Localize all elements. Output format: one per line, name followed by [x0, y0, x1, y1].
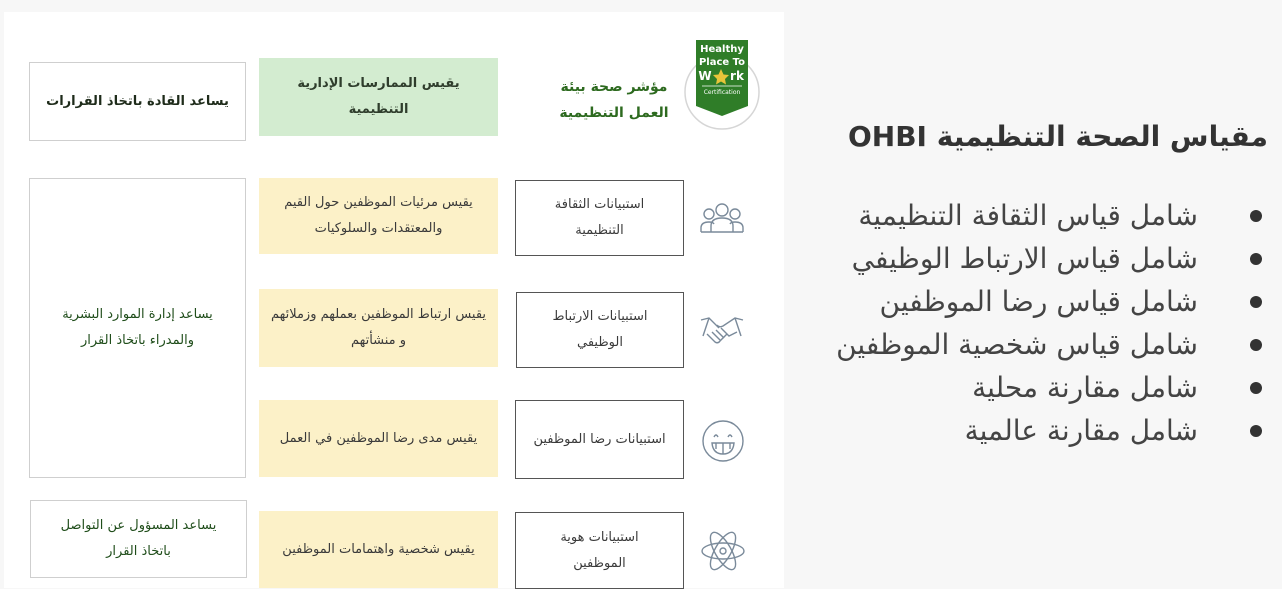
list-item: شامل قياس الثقافة التنظيمية [798, 194, 1268, 237]
survey-identity: استبيانات هوية الموظفين [515, 512, 684, 589]
list-item: شامل قياس شخصية الموظفين [798, 323, 1268, 366]
measures-engagement: يقيس ارتباط الموظفين بعملهم وزملائهم و منشأتهم [259, 289, 498, 367]
bullet-dot [1250, 339, 1262, 351]
survey-culture: استبيانات الثقافة التنظيمية [515, 180, 684, 256]
index-label: مؤشر صحة بيئة العمل التنظيمية [559, 79, 669, 121]
feature-list [798, 194, 1268, 452]
survey-engagement: استبيانات الارتباط الوظيفي [516, 292, 684, 368]
bullet-dot [1250, 253, 1262, 265]
badge-line-1: Healthy [700, 44, 744, 55]
list-item: شامل قياس رضا الموظفين [798, 280, 1268, 323]
bullet-dot [1250, 296, 1262, 308]
smiley-icon [700, 418, 746, 464]
badge-line-4: Certification [703, 89, 741, 96]
atom-icon [700, 528, 746, 574]
list-item: شامل مقارنة محلية [798, 366, 1268, 409]
helps-comm: يساعد المسؤول عن التواصل باتخاذ القرار [30, 500, 247, 578]
header-helps: يساعد القادة باتخاذ القرارات [29, 62, 246, 141]
page-title: مقياس الصحة التنظيمية OHBI [847, 120, 1268, 153]
survey-satisfaction: استبيانات رضا الموظفين [515, 400, 684, 479]
badge-line-3a: W [698, 69, 712, 83]
diagram-panel [4, 12, 784, 588]
helps-hr: يساعد إدارة الموارد البشرية والمدراء باتخاذ القرار [29, 178, 246, 478]
team-icon [699, 198, 745, 238]
badge-line-3b: rk [730, 69, 744, 83]
measures-culture: يقيس مرئيات الموظفين حول القيم والمعتقدات والسلوكيات [259, 178, 498, 254]
measures-satisfaction: يقيس مدى رضا الموظفين في العمل [259, 400, 498, 477]
badge-line-2: Place To [698, 57, 746, 68]
bullet-dot [1250, 210, 1262, 222]
list-item: شامل قياس الارتباط الوظيفي [798, 237, 1268, 280]
bullet-dot [1250, 382, 1262, 394]
measures-identity: يقيس شخصية واهتمامات الموظفين [259, 511, 498, 588]
header-measures: يقيس الممارسات الإدارية التنظيمية [259, 58, 498, 136]
handshake-icon [699, 310, 745, 350]
list-item: شامل مقارنة عالمية [798, 409, 1268, 452]
bullet-dot [1250, 425, 1262, 437]
